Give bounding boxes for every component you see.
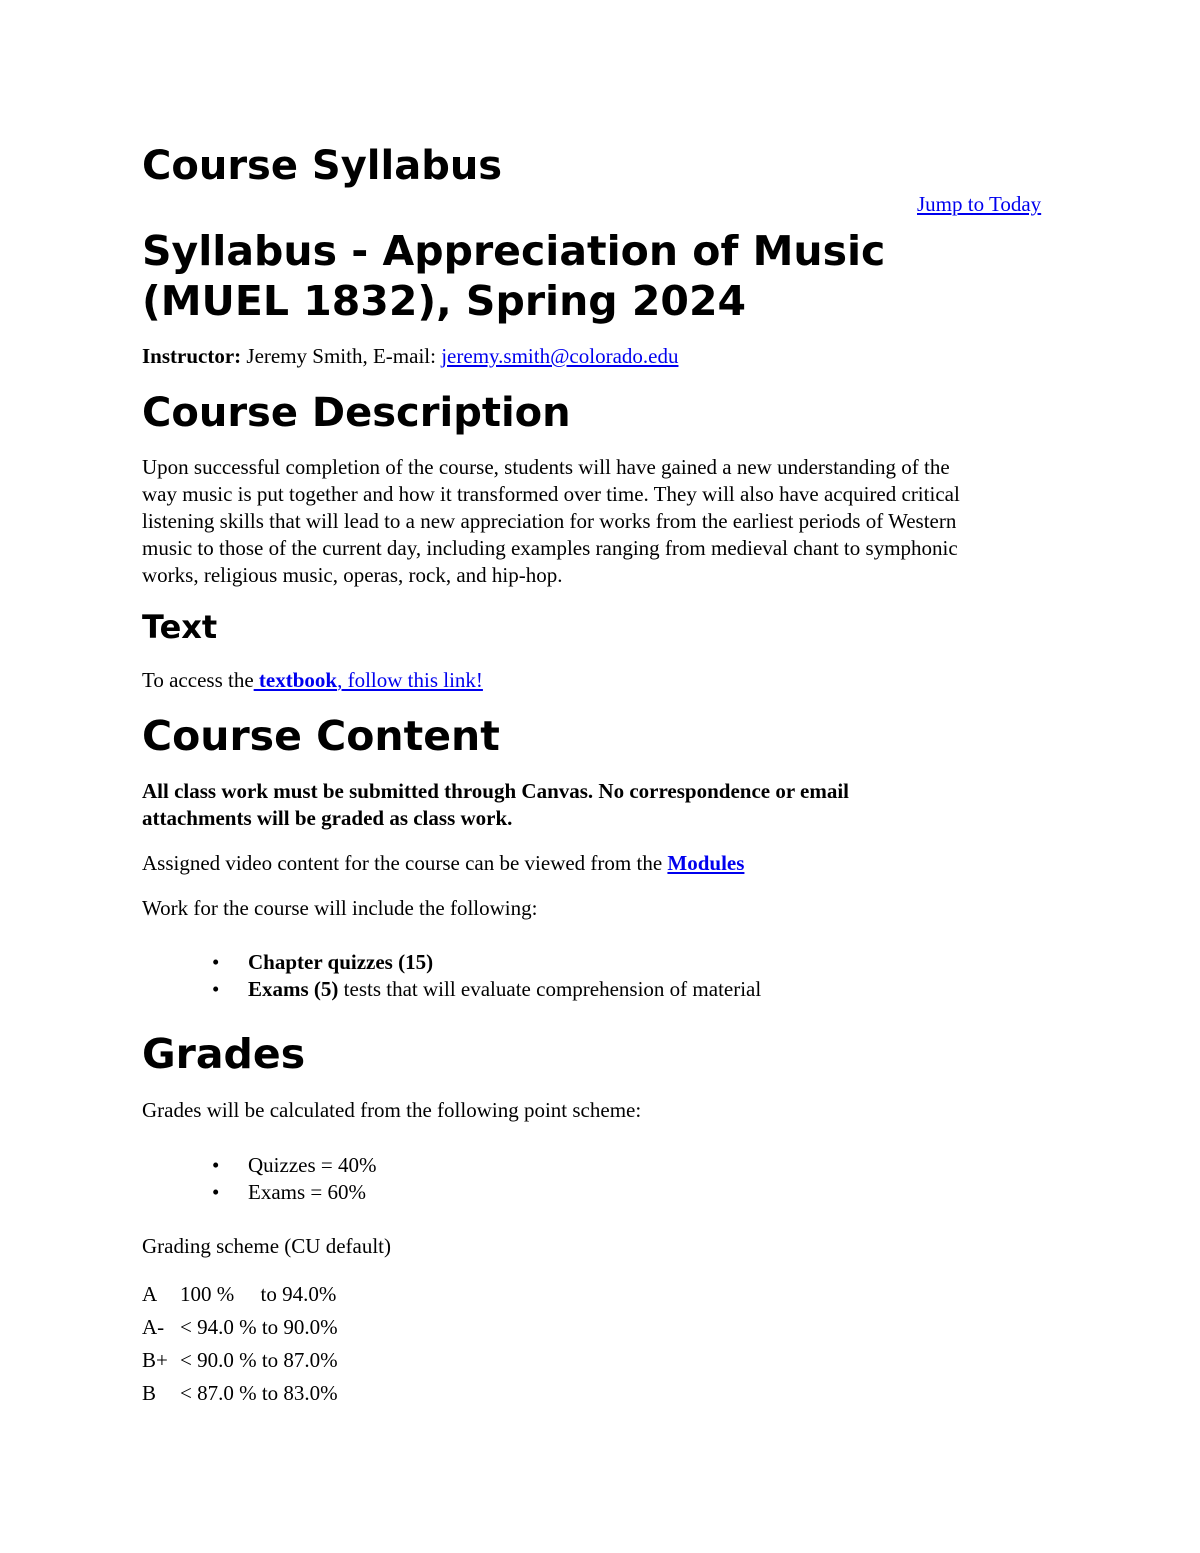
grade-range: < 90.0 % to 87.0% (180, 1348, 338, 1372)
textbook-line (142, 667, 483, 694)
grade-row (142, 1314, 338, 1347)
work-item-bold: Exams (5) (248, 977, 339, 1001)
grade-weight-text: Quizzes = 40% (248, 1153, 377, 1177)
description-line: works, religious music, operas, rock, and hip-hop. (142, 563, 563, 587)
grades-intro: Grades will be calculated from the following point scheme: (142, 1098, 642, 1122)
instructor-text: Jeremy Smith, E-mail: (241, 344, 442, 368)
grade-row (142, 1281, 338, 1314)
instructor-email-link[interactable]: jeremy.smith@colorado.edu (441, 344, 679, 368)
textbook-link[interactable] (254, 668, 483, 692)
syllabus-title-line1: Syllabus - Appreciation of Music (142, 227, 886, 275)
list-item (142, 976, 761, 1003)
instructor-line (142, 343, 678, 370)
grade-weights-list (142, 1152, 376, 1206)
description-line: Upon successful completion of the course, students will have gained a new understanding of the (142, 455, 950, 479)
grade-row (142, 1347, 338, 1380)
bullet-icon: • (212, 1180, 220, 1204)
grade-letter: B (142, 1381, 157, 1405)
work-item-bold: Chapter quizzes (15) (248, 950, 434, 974)
grade-letter: A (142, 1282, 158, 1306)
bullet-icon: • (212, 950, 220, 974)
grade-row (142, 1380, 338, 1413)
grading-scheme-table (142, 1281, 338, 1413)
list-item (142, 949, 761, 976)
list-item (142, 1152, 376, 1179)
grade-range: < 87.0 % to 83.0% (180, 1381, 338, 1405)
textbook-link-rest: , follow this link! (337, 668, 483, 692)
course-description-heading: Course Description (142, 390, 571, 436)
textbook-link-bold: textbook (253, 668, 338, 692)
instructor-label: Instructor: (142, 344, 242, 368)
page-title: Course Syllabus (142, 143, 503, 189)
text-heading: Text (142, 608, 218, 646)
notice-line: attachments will be graded as class work. (142, 806, 513, 830)
work-list (142, 949, 761, 1003)
grade-range: 100 % to 94.0% (180, 1282, 337, 1306)
submission-notice (142, 778, 849, 832)
modules-link[interactable]: Modules (667, 851, 745, 875)
work-item-text: tests that will evaluate comprehension of material (338, 977, 762, 1001)
grades-heading: Grades (142, 1030, 306, 1078)
work-intro: Work for the course will include the following: (142, 896, 538, 920)
bullet-icon: • (212, 1153, 220, 1177)
grade-weight-text: Exams = 60% (248, 1180, 366, 1204)
description-line: music to those of the current day, including examples ranging from medieval chant to symphonic (142, 536, 958, 560)
course-description-paragraph (142, 454, 1072, 589)
jump-to-today-link[interactable]: Jump to Today (917, 192, 1042, 216)
textbook-prefix: To access the (142, 668, 254, 692)
grade-range: < 94.0 % to 90.0% (180, 1315, 338, 1339)
bullet-icon: • (212, 977, 220, 1001)
video-content-line (142, 850, 744, 877)
syllabus-title-line2: (MUEL 1832), Spring 2024 (142, 277, 747, 325)
course-content-heading: Course Content (142, 712, 500, 760)
list-item (142, 1179, 376, 1206)
grade-letter: A- (142, 1315, 165, 1339)
video-prefix: Assigned video content for the course can be viewed from the (142, 851, 668, 875)
notice-line: All class work must be submitted through Canvas. No correspondence or email (142, 779, 850, 803)
description-line: listening skills that will lead to a new appreciation for works from the earliest periods of Western (142, 509, 957, 533)
grading-scheme-title: Grading scheme (CU default) (142, 1234, 391, 1258)
grade-letter: B+ (142, 1348, 168, 1372)
description-line: way music is put together and how it transformed over time. They will also have acquired critical (142, 482, 960, 506)
